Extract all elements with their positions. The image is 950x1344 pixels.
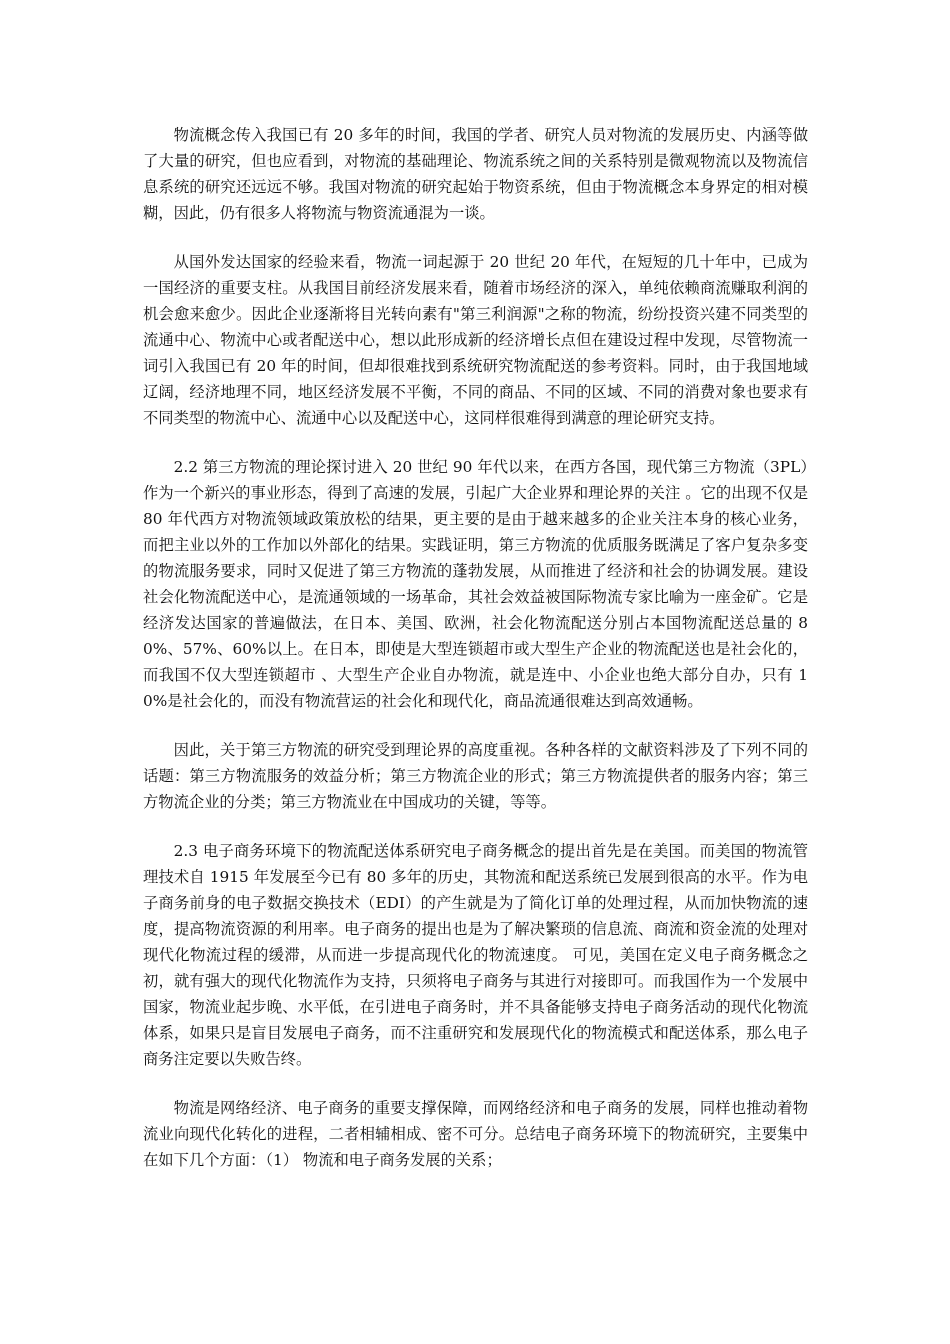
paragraph-network-economy: 物流是网络经济、电子商务的重要支撑保障，而网络经济和电子商务的发展，同样也推动着物流业向现代化转化的进程，二者相辅相成、密不可分。总结电子商务环境下的物流研究，主要集中在如下几个方面：（1） 物流和电子商务发展的关系； bbox=[143, 1099, 808, 1169]
paragraph-third-party-logistics: 2.2 第三方物流的理论探讨进入 20 世纪 90 年代以来，在西方各国，现代第三方物流（3PL）作为一个新兴的事业形态，得到了高速的发展，引起广大企业界和理论界的关注 。它的出现不仅是 80 年代西方对物流领域政策放松的结果，更主要的是由于越来越多的企业关注本身的核心业务，而把主业以外的工作加以外部化的结果。实践证明，第三方物流的优质服务既满足了客户复杂多变的物流服务要求，同时又促进了第三方物流的蓬勃发展，从而推进了经济和社会的协调发展。建设社会化物流配送中心，是流通领域的一场革命，其社会效益被国际物流专家比喻为一座金矿。它是经济发达国家的普遍做法，在日本、美国、欧洲，社会化物流配送分别占本国物流配送总量的 80%、57%、60%以上。在日本，即使是大型连锁超市或大型生产企业的物流配送也是社会化的，而我国不仅大型连锁超市 、大型生产企业自办物流，就是连中、小企业也绝大部分自办，只有 10%是社会化的，而没有物流营运的社会化和现代化，商品流通很难达到高效通畅。 bbox=[143, 458, 808, 710]
paragraph-logistics-concept: 物流概念传入我国已有 20 多年的时间，我国的学者、研究人员对物流的发展历史、内涵等做了大量的研究，但也应看到，对物流的基础理论、物流系统之间的关系特别是微观物流以及物流信息系统的研究还远远不够。我国对物流的研究起始于物资系统，但由于物流概念本身界定的相对模糊，因此，仍有很多人将物流与物资流通混为一谈。 bbox=[143, 126, 808, 222]
paragraph-foreign-experience: 从国外发达国家的经验来看，物流一词起源于 20 世纪 20 年代，在短短的几十年中，已成为一国经济的重要支柱。从我国目前经济发展来看，随着市场经济的深入，单纯依赖商流赚取利润的机会愈来愈少。因此企业逐渐将目光转向素有"第三利润源"之称的物流，纷纷投资兴建不同类型的流通中心、物流中心或者配送中心，想以此形成新的经济增长点但在建设过程中发现，尽管物流一词引入我国已有 20 年的时间，但却很难找到系统研究物流配送的参考资料。同时，由于我国地域辽阔，经济地理不同，地区经济发展不平衡，不同的商品、不同的区域、不同的消费对象也要求有不同类型的物流中心、流通中心以及配送中心，这同样很难得到满意的理论研究支持。 bbox=[143, 253, 808, 427]
paragraph-3pl-research: 因此，关于第三方物流的研究受到理论界的高度重视。各种各样的文献资料涉及了下列不同的话题：第三方物流服务的效益分析；第三方物流企业的形式；第三方物流提供者的服务内容；第三方物流企业的分类；第三方物流业在中国成功的关键，等等。 bbox=[143, 741, 808, 811]
document-body bbox=[143, 122, 808, 1196]
paragraph-ecommerce-distribution: 2.3 电子商务环境下的物流配送体系研究电子商务概念的提出首先是在美国。而美国的物流管理技术自 1915 年发展至今已有 80 多年的历史，其物流和配送系统已发展到很高的水平。作为电子商务前身的电子数据交换技术（EDI）的产生就是为了简化订单的处理过程，从而加快物流的速度，提高物流资源的利用率。电子商务的提出也是为了解决繁琐的信息流、商流和资金流的处理对现代化物流过程的缓滞，从而进一步提高现代化的物流速度。 可见，美国在定义电子商务概念之初，就有强大的现代化物流作为支持，只须将电子商务与其进行对接即可。而我国作为一个发展中国家，物流业起步晚、水平低，在引进电子商务时，并不具备能够支持电子商务活动的现代化物流体系，如果只是盲目发展电子商务，而不注重研究和发展现代化的物流模式和配送体系，那么电子商务注定要以失败告终。 bbox=[143, 842, 808, 1068]
